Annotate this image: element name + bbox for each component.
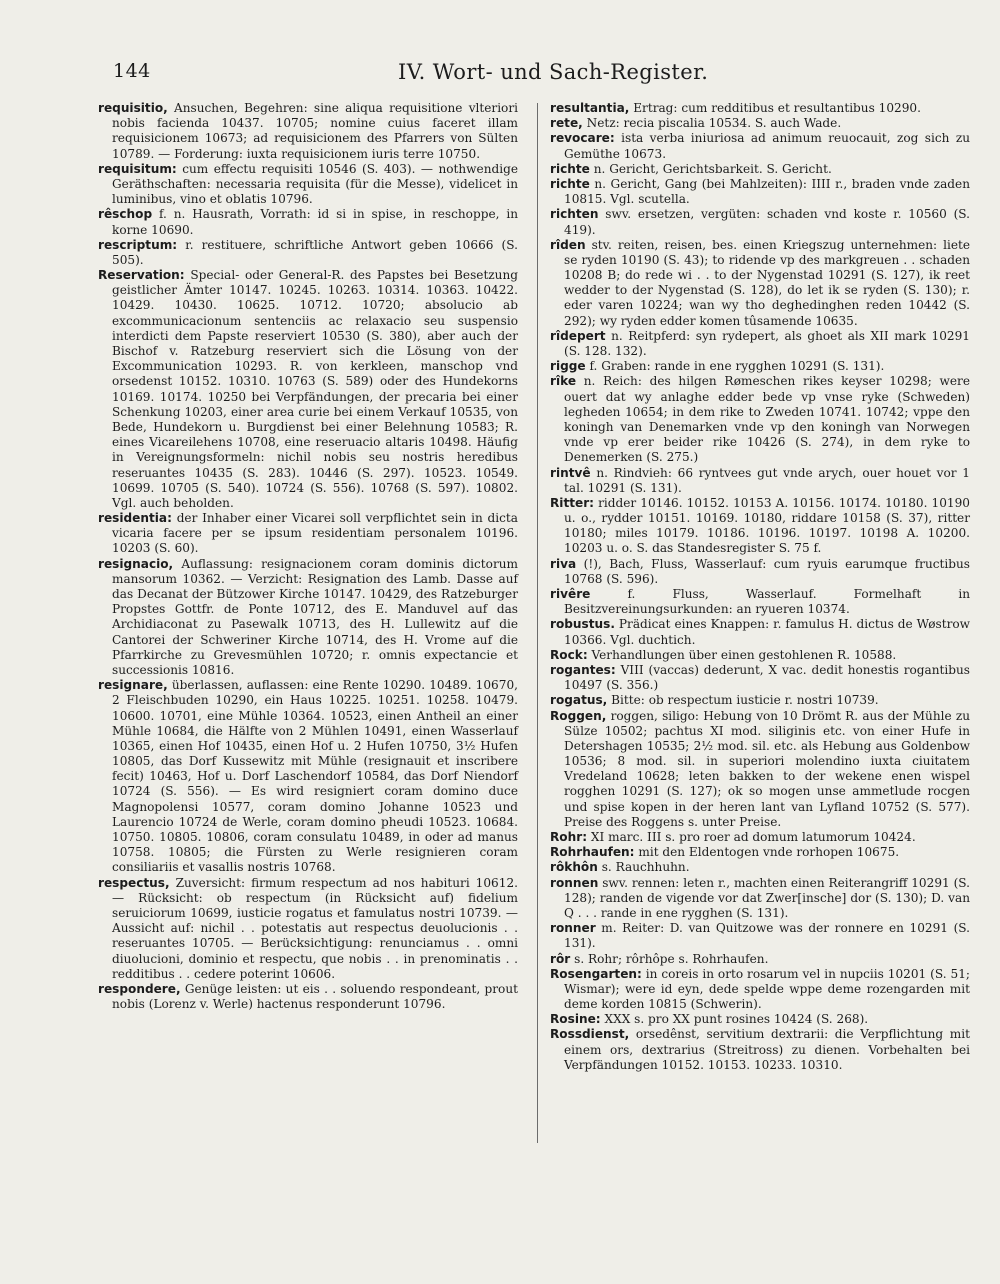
- entry-text: s. Rauchhuhn.: [601, 860, 690, 875]
- entry-lemma: Roggen,: [550, 708, 607, 723]
- register-entry: [550, 374, 970, 465]
- entry-lemma: Rohr:: [550, 830, 588, 844]
- entry-lemma: rete,: [550, 116, 583, 131]
- register-entry: [550, 116, 970, 131]
- entry-lemma: rôkhôn: [550, 860, 598, 875]
- entry-text: ridder 10146. 10152. 10153 A. 10156. 10174. 10180. 10190 u. o., rydder 10151. 10169. 10180, riddare 10158 (S. 37), ritter 10180; miles 10179. 10186. 10196. 10197. 10198 A. 10200. 10203 u. o. S. das Standesregister S. 75 f.: [564, 495, 970, 556]
- entry-lemma: rîke: [550, 374, 577, 389]
- register-entry: [550, 1012, 970, 1027]
- entry-text: überlassen, auflassen: eine Rente 10290. 10489. 10670, 2 Fleischbuden 10290, ein Haus 10225. 10251. 10258. 10479. 10600. 10701, eine Mühle 10364. 10523, einen Antheil an einer Mühle 10684, die Hälfte von 2 Mühlen 10491, einen Wasserlauf 10365, einen Hof 10435, einen Hof u. 2 Hufen 10750, 3½ Hufen 10805, das Dorf Kussewitz mit Mühle (resignauit et inscribere fecit) 10463, Hof u. Dorf Laschendorf 10584, das Dorf Niendorf 10724 (S. 556). — Es wird resigniert coram domino duce Magnopolensi 10577, coram domino Johanne 10523 und Laurencio 10724 de Werle, coram domino pheudi 10523. 10684. 10750. 10805. 10806, coram consulatu 10489, in oder ad manus 10758. 10805; die Fürsten zu Werle resignieren coram consiliariis et vasallis nostris 10768.: [112, 678, 518, 875]
- entry-text: roggen, siligo: Hebung von 10 Drömt R. aus der Mühle zu Sülze 10502; pachtus XI mod. siliginis etc. von einer Hufe in Detershagen 10535; 2½ mod. sil. etc. als Hebung aus Goldenbow 10536; 8 mod. sil. in superiori molendino iuxta ciuitatem Vredeland 10628; leten bakken to der wekene enen wispel rogghen 10291 (S. 127); ok so mogen unse ammetlude rocgen und spise kopen in der heren lant van Lyfland 10752 (S. 577). Preise des Roggens s. unter Preise.: [564, 708, 970, 829]
- entry-text: ista verba iniuriosa ad animum reuocauit, zog sich zu Gemüthe 10673.: [564, 131, 970, 161]
- register-entry: [550, 557, 970, 587]
- entry-text: Zuversicht: firmum respectum ad nos habituri 10612. — Rücksicht: ob respectum (in Rücksicht auf) fidelium seruiciorum 10699, iusticie rogatus et famulatus nostri 10739. — Aussicht auf: nichil . . potestatis aut respectus deuolucionis . . reseruantes 10705. — Berücksichtigung: renunciamus . . omni diuolucioni, dominio et respectu, que nobis . . in prenominatis . . redditibus . . cedere poterint 10606.: [112, 875, 518, 981]
- entry-lemma: Rossdienst,: [550, 1027, 630, 1042]
- entry-lemma: revocare:: [550, 131, 615, 146]
- entry-lemma: respectus,: [98, 875, 170, 890]
- register-entry: [550, 967, 970, 1013]
- entry-lemma: rigge: [550, 359, 586, 374]
- register-entry: [550, 496, 970, 557]
- register-entry: [550, 131, 970, 161]
- register-entry: [550, 207, 970, 237]
- entry-lemma: Rosengarten:: [550, 966, 642, 981]
- register-entry: [550, 860, 970, 875]
- entry-text: cum effectu requisiti 10546 (S. 403). — nothwendige Geräthschaften: necessaria requisita (für die Messe), videlicet in luminibus, vino et oblatis 10796.: [112, 161, 518, 207]
- entry-lemma: ronnen: [550, 875, 599, 890]
- register-entry: [98, 162, 518, 208]
- register-entry: [550, 1027, 970, 1073]
- entry-text: Ertrag: cum redditibus et resultantibus 10290.: [633, 101, 921, 115]
- entry-text: n. Reitpferd: syn rydepert, als ghoet als XII mark 10291 (S. 128. 132).: [564, 328, 970, 358]
- register-entry: [550, 663, 970, 693]
- entry-text: f. Graben: rande in ene rygghen 10291 (S. 131).: [589, 359, 885, 374]
- entry-lemma: ronner: [550, 921, 596, 936]
- entry-lemma: rogatus,: [550, 693, 608, 708]
- register-entry: [550, 329, 970, 359]
- entry-text: VIII (vaccas) dederunt, X vac. dedit honestis rogantibus 10497 (S. 356.): [564, 662, 970, 693]
- register-entry: [98, 238, 518, 268]
- entry-lemma: robustus.: [550, 617, 615, 632]
- entry-text: n. Rindvieh: 66 ryntvees gut vnde arych, ouer houet vor 1 tal. 10291 (S. 131).: [564, 465, 970, 495]
- entry-lemma: rêschop: [98, 207, 153, 222]
- entry-text: swv. ersetzen, vergüten: schaden vnd koste r. 10560 (S. 419).: [564, 207, 970, 237]
- entry-lemma: Rohrhaufen:: [550, 845, 635, 860]
- register-entry: [550, 1073, 970, 1088]
- entry-lemma: Rock:: [550, 647, 588, 662]
- register-entry: [98, 678, 518, 875]
- entry-text: Ansuchen, Begehren: sine aliqua requisitione vlteriori nobis facienda 10437. 10705; nomine cuius faceret illam requisicionem 10673; ad requisicionem des Pfarrers von Sülten 10789. — Forderung: iuxta requisicionem iuris terre 10750.: [112, 101, 518, 161]
- entry-lemma: riva: [550, 556, 577, 571]
- entry-lemma: Ritter:: [550, 495, 595, 510]
- entry-text: n. Gericht, Gerichtsbarkeit. S. Gericht.: [593, 161, 832, 176]
- entry-text: der Inhaber einer Vicarei soll verpflichtet sein in dicta vicaria facere per se ipsum residentiam personalem 10196. 10203 (S. 60).: [112, 511, 518, 556]
- entry-lemma: requisitio,: [98, 101, 168, 115]
- register-entry: [550, 466, 970, 496]
- entry-text: m. Reiter: D. van Quitzowe was der ronnere en 10291 (S. 131).: [564, 921, 970, 951]
- entry-text: orsedênst, servitium dextrarii: die Verpflichtung mit einem ors, dextrarius (Streitross) zu dienen. Vorbehalten bei Verpfändungen 10152. 10153. 10233. 10310.: [564, 1027, 970, 1072]
- entry-text: r. restituere, schriftliche Antwort geben 10666 (S. 505).: [112, 237, 518, 267]
- entry-lemma: richten: [550, 207, 599, 222]
- entry-lemma: requisitum:: [98, 161, 177, 176]
- register-entry: [550, 845, 970, 860]
- register-entry: [98, 557, 518, 679]
- register-entry: [550, 693, 970, 708]
- entry-text: f. n. Hausrath, Vorrath: id si in spise, in reschoppe, in korne 10690.: [112, 207, 518, 237]
- register-entry: [550, 876, 970, 922]
- entry-text: XI marc. III s. pro roer ad domum latumorum 10424.: [590, 830, 916, 844]
- running-title: IV. Wort- und Sach-Register.: [398, 60, 709, 84]
- entry-lemma: Reservation:: [98, 268, 185, 283]
- register-entry: [550, 648, 970, 663]
- entry-lemma: resultantia,: [550, 101, 630, 115]
- register-entry: [550, 921, 970, 951]
- register-entry: [98, 876, 518, 982]
- entry-text: mit den Eldentogen vnde rorhopen 10675.: [638, 845, 900, 860]
- entry-lemma: rîdepert: [550, 328, 606, 343]
- entry-text: XXX s. pro XX punt rosines 10424 (S. 268).: [604, 1012, 869, 1027]
- register-entry: [550, 162, 970, 177]
- entry-text: Special- oder General-R. des Papstes bei Besetzung geistlicher Ämter 10147. 10245. 10263. 10314. 10363. 10422. 10429. 10430. 10625. 10712. 10720; absolucio ab excommunicacionum sentenciis ac relaxacio seu suspensio interdicti dem Papste reserviert 10530 (S. 380), aber auch der Bischof v. Ratzeburg reserviert sich die Lösung von der Excommunication 10293. R. von kerkleen, manschop vnd orsedenst 10152. 10310. 10763 (S. 589) oder des Hundekorns 10169. 10174. 10250 bei Verpfändungen, der precaria bei einer Schenkung 10203, einer area curie bei einem Verkauf 10535, von Bede, Hundekorn u. Burgdienst bei einer Belehnung 10583; R. eines Vicareilehens 10708, eine reseruacio altaris 10498. Häufig in Vereignungsformeln: nichil nobis seu nostris heredibus reseruantes 10435 (S. 283). 10446 (S. 297). 10523. 10549. 10699. 10705 (S. 540). 10724 (S. 556). 10768 (S. 597). 10802. Vgl. auch beholden.: [112, 268, 518, 510]
- register-entry: [98, 511, 518, 557]
- register-entry: [550, 238, 970, 329]
- entry-lemma: rescriptum:: [98, 237, 178, 252]
- register-entry: [550, 709, 970, 831]
- register-entry: [550, 617, 970, 647]
- entry-text: Netz: recia piscalia 10534. S. auch Wade.: [586, 116, 842, 131]
- entry-text: stv. reiten, reisen, bes. einen Kriegszug unternehmen: liete se ryden 10190 (S. 43); to ridende vp des markgreuen . . schaden 10208 B; do rede wi . . to der Nygenstad 10291 (S. 127), ik reet wedder to der Nygenstad (S. 128), do let ik se ryden (S. 130); r. eder varen 10224; wan wy tho deghedinghen reden 10442 (S. 292); wy ryden edder komen tûsamende 10635.: [564, 237, 970, 328]
- register-entry: [98, 207, 518, 237]
- entry-lemma: richte: [550, 176, 590, 191]
- register-entry: [550, 101, 970, 116]
- register-entry: [550, 952, 970, 967]
- entry-lemma: respondere,: [98, 981, 181, 996]
- entry-lemma: rintvê: [550, 465, 591, 480]
- entry-text: Genüge leisten: ut eis . . soluendo respondeant, prout nobis (Lorenz v. Werle) hactenus responderunt 10796.: [112, 981, 518, 1012]
- register-entry: [98, 982, 518, 1012]
- entry-text: in coreis in orto rosarum vel in nupciis 10201 (S. 51; Wismar); were id eyn, dede spelde wppe deme rozengarden mit deme korden 10815 (Schwerin).: [564, 966, 970, 1012]
- entry-text: n. Gericht, Gang (bei Mahlzeiten): IIII r., braden vnde zaden 10815. Vgl. scutella.: [564, 176, 970, 207]
- entry-text: Bitte: ob respectum iusticie r. nostri 10739.: [611, 693, 879, 708]
- entry-text: n. Reich: des hilgen Rømeschen rikes keyser 10298; were ouert dat wy anlaghe edder bede vp vnse ryke (Schweden) legheden 10654; in dem rike to Zweden 10741. 10742; vppe den koningh van Denemarken vnde vp den koningh van Norwegen vnde vp erer beider rike 10426 (S. 274), in dem ryke to Denemerken (S. 275.): [564, 374, 970, 465]
- entry-lemma: resignare,: [98, 678, 168, 693]
- register-entry: [98, 101, 518, 162]
- register-entry: [550, 177, 970, 207]
- register-entry: [550, 830, 970, 845]
- register-entry: [98, 268, 518, 511]
- register-entry: [550, 587, 970, 617]
- column-divider: [537, 103, 538, 1143]
- register-entry: [550, 359, 970, 374]
- right-column: [550, 101, 970, 1088]
- entry-lemma: rivêre: [550, 587, 591, 601]
- entry-lemma: richte: [550, 161, 590, 176]
- entry-text: s. Rohr; rôrhôpe s. Rohrhaufen.: [574, 951, 769, 966]
- entry-lemma: rîden: [550, 237, 586, 252]
- left-column: [98, 101, 518, 1012]
- entry-text: swv. rennen: leten r., machten einen Reiterangriff 10291 (S. 128); randen de vigende vor dat Zwer[insche] dor (S. 130); D. van Q . . . rande in ene rygghen (S. 131).: [564, 875, 970, 920]
- entry-text: Auflassung: resignacionem coram dominis dictorum mansorum 10362. — Verzicht: Resignation des Lamb. Dasse auf das Decanat der Bützower Kirche 10147. 10429, des Ratzeburger Propstes Gottfr. de Ponte 10712, des E. Manduvel auf das Archidiaconat zu Pasewalk 10713, des H. Lullewitz auf die Cantorei der Schweriner Kirche 10714, des H. Vrome auf die Pfarrkirche zu Grevesmühlen 10720; r. omnis expectancie et successionis 10816.: [112, 556, 518, 677]
- entry-text: Verhandlungen über einen gestohlenen R. 10588.: [591, 647, 897, 662]
- entry-text: f. Fluss, Wasserlauf. Formelhaft in Besitzvereinungsurkunden: an ryueren 10374.: [564, 587, 970, 617]
- entry-lemma: rogantes:: [550, 662, 616, 677]
- page-header: [113, 60, 973, 90]
- entry-lemma: resignacio,: [98, 556, 174, 571]
- entry-lemma: rôr: [550, 951, 571, 966]
- entry-text: Prädicat eines Knappen: r. famulus H. dictus de Wøstrow 10366. Vgl. duchtich.: [564, 617, 970, 647]
- page-number: 144: [113, 60, 151, 82]
- entry-lemma: residentia:: [98, 511, 172, 526]
- entry-text: (!), Bach, Fluss, Wasserlauf: cum ryuis earumque fructibus 10768 (S. 596).: [564, 556, 970, 586]
- entry-lemma: Rosine:: [550, 1012, 601, 1027]
